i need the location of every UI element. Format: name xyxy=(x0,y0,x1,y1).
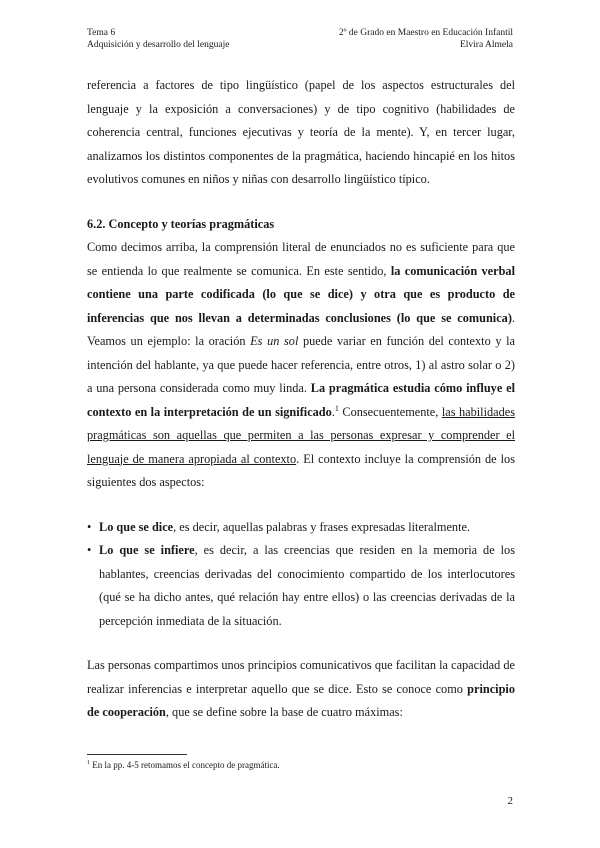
page-body xyxy=(87,74,515,725)
main-bold-2: La pragmática estudia cómo influye el contexto en la interpretación de un significado xyxy=(87,381,515,419)
header-author: Elvira Almela xyxy=(459,40,513,50)
footnote-reference: 1 xyxy=(334,403,339,413)
list-item xyxy=(87,539,515,633)
main-text-2: . Veamos un ejemplo: la oración xyxy=(87,310,515,348)
section-heading: 6.2. Concepto y teorías pragmáticas xyxy=(87,216,275,231)
closing-tail: , que se define sobre la base de cuatro máximas: xyxy=(165,705,403,719)
closing-bold: principio de cooperación xyxy=(87,681,515,719)
main-text-4: . xyxy=(331,404,335,419)
page-number: 2 xyxy=(507,795,513,807)
aspects-list xyxy=(87,516,515,634)
list-item-term: Lo que se infiere xyxy=(99,543,195,557)
footnote-number: 1 xyxy=(87,760,90,766)
main-italic-example: Es un sol xyxy=(250,334,299,348)
main-text-1: Como decimos arriba, la comprensión literal de enunciados no es suficiente para que se entienda lo que realmente se comunica. En este sentido, xyxy=(87,240,515,278)
footnote xyxy=(87,759,280,771)
main-text-3: puede variar en función del contexto y la intención del hablante, ya que puede hacer referencia, entre otros, 1) al astro solar o 2) a una persona considerada como muy linda. xyxy=(87,334,516,395)
main-underlined: las habilidades pragmáticas son aquellas que permiten a las personas expresar y comprender el lenguaje de manera apropiada al contexto xyxy=(87,404,515,466)
footnote-divider xyxy=(87,754,187,755)
main-text-5: Consecuentemente, xyxy=(338,404,442,419)
intro-paragraph: referencia a factores de tipo lingüístico (papel de los aspectos estructurales del lenguaje y la exposición a conversaciones) y de tipo cognitivo (habilidades de coherencia central, funciones ejecutivas y teoría de la mente). Y, en tercer lugar, analizamos los distintos componentes de la pragmática, haciendo hincapié en los hitos evolutivos comunes en niños y niñas con desarrollo lingüístico típico. xyxy=(87,78,515,186)
header-course-title: Adquisición y desarrollo del lenguaje xyxy=(87,40,230,50)
header-degree: 2º de Grado en Maestro en Educación Infantil xyxy=(338,28,513,38)
running-header-right xyxy=(339,27,513,51)
list-item-term: Lo que se dice xyxy=(99,519,174,534)
bullet-icon: • xyxy=(87,519,92,534)
list-item-text: , es decir, a las creencias que residen en la memoria de los hablantes, creencias derivadas del conocimiento compartido de los interlocutores (qué se ha dicho antes, qué relación hay entre ellos) o las creencias derivadas de la percepción inmediata de la situación. xyxy=(99,543,515,628)
list-item xyxy=(87,516,515,540)
header-topic: Tema 6 xyxy=(87,28,116,38)
footnote-text: En la pp. 4-5 retomamos el concepto de pragmática. xyxy=(90,760,280,770)
closing-text: Las personas compartimos unos principios comunicativos que facilitan la capacidad de realizar inferencias e interpretar aquello que se dice. Esto se conoce como xyxy=(87,658,515,696)
bullet-icon: • xyxy=(87,543,92,557)
running-header-left xyxy=(87,27,229,51)
list-item-text: , es decir, aquellas palabras y frases expresadas literalmente. xyxy=(173,519,471,534)
main-bold-1: la comunicación verbal contiene una parte codificada (lo que se dice) y otra que es producto de inferencias que nos llevan a determinadas conclusiones (lo que se comunica) xyxy=(87,263,515,325)
closing-paragraph xyxy=(87,654,515,725)
main-text-6: . El contexto incluye la comprensión de los siguientes dos aspectos: xyxy=(87,451,515,489)
main-paragraph xyxy=(87,236,515,495)
